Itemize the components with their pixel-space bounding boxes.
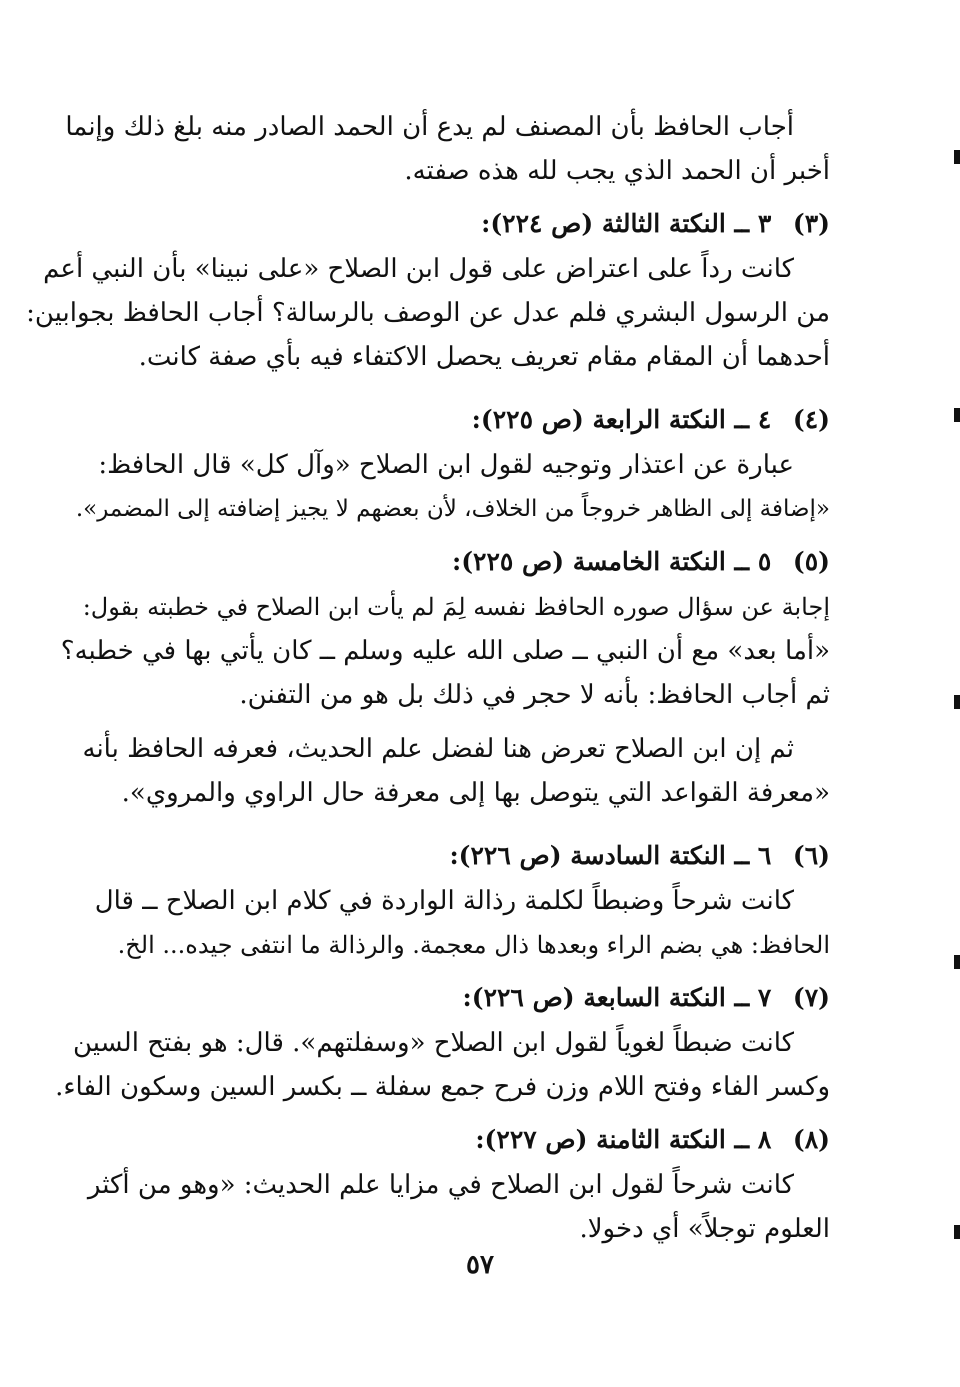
section-title: ٧ ــ النكتة السابعة (ص ٢٢٦): [462,983,772,1012]
intro-line: أجاب الحافظ بأن المصنف لم يدع أن الحمد الصادر منه بلغ ذلك وإنما [65,112,794,142]
scan-edge-mark [954,150,960,164]
body-line: ثم إن ابن الصلاح تعرض هنا لفضل علم الحديث، فعرفه الحافظ بأنه [82,734,794,764]
body-line: «أما بعد» مع أن النبي ــ صلى الله عليه وسلم ــ كان يأتي بها في خطبه؟ [60,636,830,666]
section-title: ٥ ــ النكتة الخامسة (ص ٢٢٥): [451,547,772,576]
section-number: (٤) [792,405,830,434]
intro-line: أخبر أن الحمد الذي يجب لله هذه صفته. [404,156,830,186]
section-heading [130,201,830,247]
section-number: (٧) [792,983,830,1012]
page-number: ٥٧ [466,1250,494,1280]
body-line: العلوم توجلاً» أي دخولا. [579,1214,830,1244]
section-number: (٥) [792,547,830,576]
section-number: (٨) [792,1125,830,1154]
section-heading [130,1117,830,1163]
section-title: ٨ ــ النكتة الثامنة (ص ٢٢٧): [475,1125,772,1154]
section-title: ٤ ــ النكتة الرابعة (ص ٢٢٥): [471,405,772,434]
section-number: (٣) [792,209,830,238]
scan-edge-mark [954,408,960,422]
scan-edge-mark [954,1225,960,1239]
body-line: كانت شرحاً وضبطاً لكلمة رذالة الواردة في كلام ابن الصلاح ــ قال [94,886,794,916]
body-line: الحافظ: هي بضم الراء وبعدها ذال معجمة. والرذالة ما انتفى جيده... الخ. [117,931,830,959]
body-line: أحدهما أن المقام مقام تعريف يحصل الاكتفاء فيه بأي صفة كانت. [138,342,830,372]
body-line: ثم أجاب الحافظ: بأنه لا حجر في ذلك بل هو من التفنن. [239,680,830,710]
scan-edge-mark [954,955,960,969]
section-title: ٦ ــ النكتة السادسة (ص ٢٢٦): [449,841,772,870]
body-line: «معرفة القواعد التي يتوصل بها إلى معرفة حال الراوي والمروي». [121,778,830,808]
body-line: من الرسول البشري فلم عدل عن الوصف بالرسالة؟ أجاب الحافظ بجوابين: [26,298,830,328]
scan-edge-mark [954,695,960,709]
page-body [26,105,830,1251]
body-line: وكسر الفاء وفتح اللام وزن فرح جمع سفلة ــ بكسر السين وسكون الفاء. [55,1072,830,1102]
body-line: كانت شرحاً لقول ابن الصلاح في مزايا علم الحديث: «وهو من أكثر [87,1170,794,1200]
section-heading [130,833,830,879]
section-heading [130,397,830,443]
body-line: «إضافة إلى الظاهر خروجاً من الخلاف، لأن بعضهم لا يجيز إضافته إلى المضمر». [75,496,830,522]
section-heading [130,539,830,585]
body-line: إجابة عن سؤال صوره الحافظ نفسه لِمَ لم يأت ابن الصلاح في خطبته بقول: [82,593,830,621]
body-line: كانت رداً على اعتراض على قول ابن الصلاح «على نبينا» بأن النبي أعم [43,254,794,284]
section-title: ٣ ــ النكتة الثالثة (ص ٢٢٤): [481,209,772,238]
body-line: كانت ضبطاً لغوياً لقول ابن الصلاح «وسفلتهم». قال: هو بفتح السين [72,1028,794,1058]
body-line: عبارة عن اعتذار وتوجيه لقول ابن الصلاح «وآل كل» قال الحافظ: [98,450,794,480]
section-heading [130,975,830,1021]
section-number: (٦) [792,841,830,870]
